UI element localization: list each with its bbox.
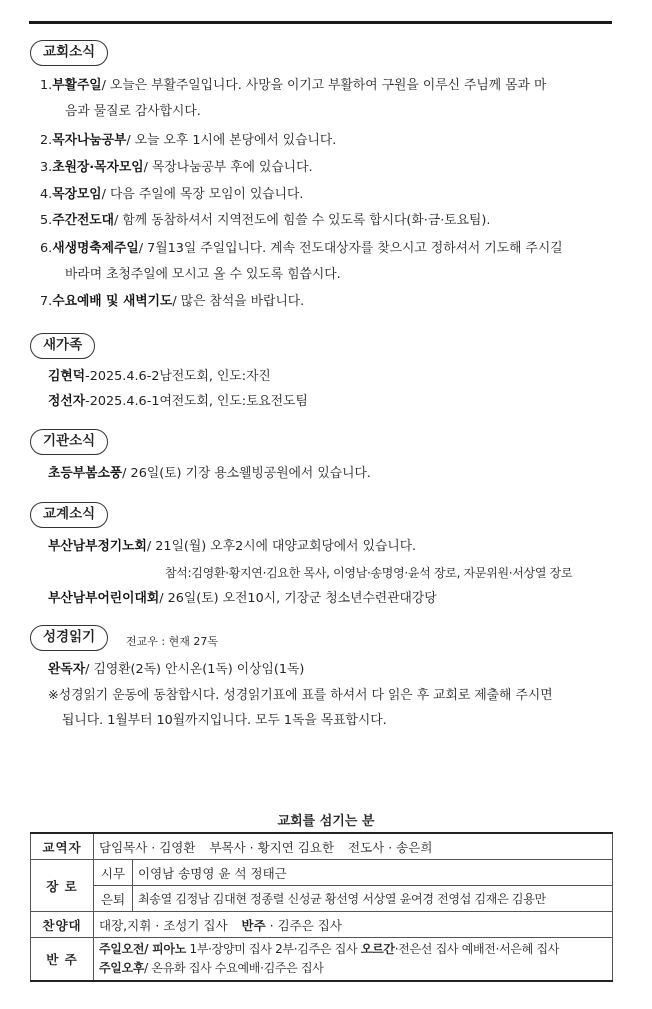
table-row [31,833,613,860]
choir-list: 대장,지휘 · 조성기 집사 반주 · 김주은 집사 [94,912,613,938]
active-elders: 이영남 송명영 윤 석 정태근 [133,860,613,886]
table-row [31,912,613,938]
table-row [31,886,613,912]
news-item-3: 3.초원장·목자모임/ 목장나눔공부 후에 있습니다. [40,160,313,175]
news-item-7: 7.수요예배 및 새벽기도/ 많은 참석을 바랍니다. [40,294,305,309]
agency-item-1: 초등부봄소풍/ 26일(토) 기장 용소웰빙공원에서 있습니다. [48,466,371,481]
news-item-6-cont: 바라며 초청주일에 모시고 올 수 있도록 힘씁시다. [65,267,341,282]
news-item-1-cont: 음과 물질로 감사합시다. [65,104,201,119]
serving-title: 교회를 섬기는 분 [277,814,375,829]
section-title-agency: 기관소식 [30,429,108,455]
bible-completers: 완독자/ 김영환(2독) 안시온(1독) 이상임(1독) [48,662,305,677]
staff-head: 교역자 [31,833,94,860]
district-item-1: 부산남부정기노회/ 21일(월) 오후2시에 대양교회당에서 있습니다. [48,539,417,554]
serving-table [30,832,613,982]
top-rule [29,21,612,24]
bible-note: 전교우 : 현재 27독 [126,635,218,648]
staff-list: 담임목사 · 김영환 부목사 · 황지연 김요한 전도사 · 송은희 [94,833,613,860]
table-row [31,938,613,982]
elder-head: 장 로 [31,860,94,912]
news-item-1: 1.부활주일/ 오늘은 부활주일입니다. 사망을 이기고 부활하여 구원을 이루신 주님께 몸과 마 [40,78,547,93]
choir-head: 찬양대 [31,912,94,938]
bible-extra-2: 됩니다. 1월부터 10월까지입니다. 모두 1독을 목표합시다. [62,713,387,728]
accomp-head: 반 주 [31,938,94,982]
retired-elders: 최송열 김정남 김대현 정종렬 신성균 황선영 서상열 윤여경 전영섭 김재은 김용만 [133,886,613,912]
accomp-list: 주일오전/ 피아노 1부·장양미 집사 2부·김주은 집사 오르간·전은선 집사 예배전·서은혜 집사 주일오후/ 온유화 집사 수요예배·김주은 집사 [94,938,613,982]
bible-extra-1: ※성경읽기 운동에 동참합시다. 성경읽기표에 표를 하셔서 다 읽은 후 교회로 제출해 주시면 [48,688,553,703]
section-title-family: 새가족 [30,333,95,359]
news-item-5: 5.주간전도대/ 함께 동참하셔서 지역전도에 힘쓸 수 있도록 합시다(화·금·토요팀). [40,213,491,228]
family-item-1: 김현덕-2025.4.6-2남전도회, 인도:자진 [48,369,271,384]
news-item-2: 2.목자나눔공부/ 오늘 오후 1시에 본당에서 있습니다. [40,133,337,148]
news-item-4: 4.목장모임/ 다음 주일에 목장 모임이 있습니다. [40,187,304,202]
family-item-2: 정선자-2025.4.6-1여전도회, 인도:토요전도팀 [48,394,308,409]
section-title-news: 교회소식 [30,40,108,66]
active-label: 시무 [94,860,133,886]
news-item-6: 6.새생명축제주일/ 7월13일 주일입니다. 계속 전도대상자를 찾으시고 정하셔서 기도해 주시길 [40,241,563,256]
district-attendees: 참석:김영환·황지연·김요한 목사, 이영남·송명영·윤석 장로, 자문위원·서상열 장로 [165,566,573,580]
section-title-bible: 성경읽기 [30,625,108,651]
district-item-2: 부산남부어린이대회/ 26일(토) 오전10시, 기장군 청소년수련관대강당 [48,591,437,606]
retired-label: 은퇴 [94,886,133,912]
table-row [31,860,613,886]
section-title-district: 교계소식 [30,502,108,528]
